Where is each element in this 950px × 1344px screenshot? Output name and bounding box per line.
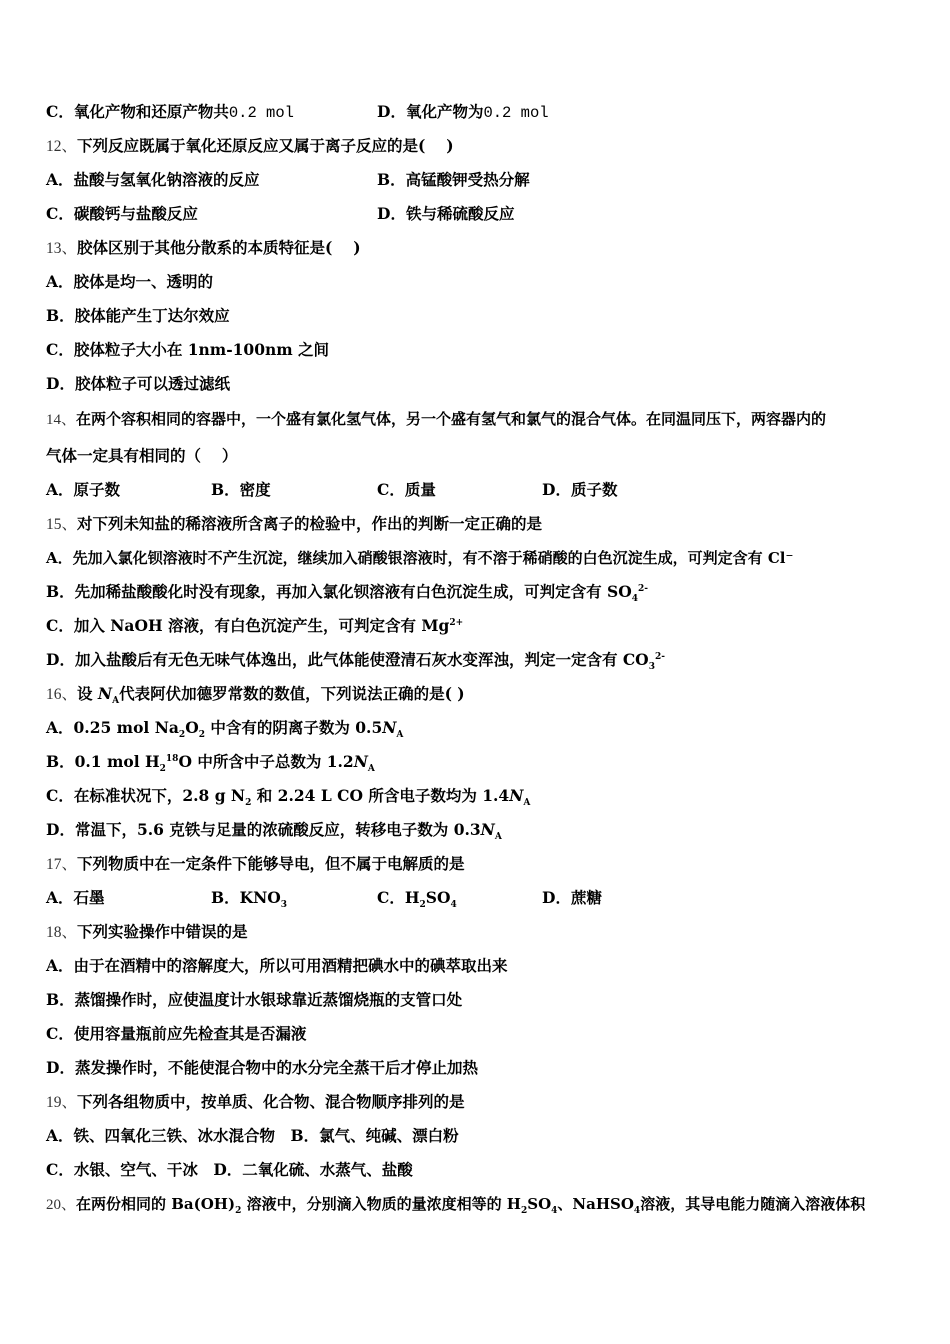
option-text: B．先加稀盐酸酸化时没有现象，再加入氯化钡溶液有白色沉淀生成，可判定含有 SO (46, 582, 632, 601)
option-text: C．在标准状况下，2.8 g N (46, 786, 246, 805)
question-number: 18、 (46, 924, 78, 941)
subscript: A (396, 730, 404, 741)
option-text: O 中所含中子总数为 1.2 (178, 752, 354, 771)
option-text: D．氧化产物为 (377, 102, 484, 121)
subscript: 2 (235, 1206, 242, 1216)
subscript: 4 (551, 1206, 558, 1216)
question-text: 、NaHSO (557, 1195, 634, 1213)
question-number: 12、 (46, 138, 78, 155)
q16-option-d (46, 820, 502, 843)
subscript: 2 (419, 900, 426, 911)
superscript: 18 (165, 753, 179, 764)
q17-option-c (377, 888, 457, 911)
subscript: 4 (450, 900, 457, 911)
avogadro-symbol: N (480, 820, 495, 839)
q15-option-a: A．先加入氯化钡溶液时不产生沉淀，继续加入硝酸银溶液时，有不溶于稀硝酸的白色沉淀生成，可判定含有 Cl⁻ (46, 549, 794, 567)
q11-option-d (377, 102, 549, 123)
q13-stem (46, 238, 361, 259)
avogadro-symbol: N (353, 752, 368, 771)
q14-stem-continued: 气体一定具有相同的（ ） (46, 446, 238, 465)
option-text: C．H (377, 888, 420, 907)
avogadro-symbol: N (382, 718, 397, 737)
q13-option-d: D．胶体粒子可以透过滤纸 (46, 374, 230, 393)
question-number: 13、 (46, 240, 78, 257)
question-text: 下列各组物质中，按单质、化合物、混合物顺序排列的是 (77, 1092, 465, 1111)
subscript: 2 (245, 798, 252, 809)
question-text: SO (527, 1195, 552, 1213)
q12-option-a: A．盐酸与氢氧化钠溶液的反应 (46, 170, 260, 189)
q14-stem (46, 409, 826, 430)
subscript: A (494, 832, 502, 843)
subscript: A (367, 764, 375, 775)
option-text: C．氧化产物和还原产物共 (46, 102, 229, 121)
option-text: 中含有的阴离子数为 0.5 (204, 718, 383, 737)
question-text: 溶液，其导电能力随滴入溶液体积 (640, 1195, 866, 1213)
superscript: 2- (637, 583, 648, 594)
q12-option-b: B．高锰酸钾受热分解 (377, 170, 530, 189)
q16-option-c (46, 786, 531, 809)
question-text: 代表阿伏加德罗常数的数值，下列说法正确的是( ) (119, 684, 465, 703)
superscript: 2+ (449, 617, 464, 628)
q15-option-b (46, 582, 648, 605)
option-text: A．0.25 mol Na (46, 718, 179, 737)
q18-option-a: A．由于在酒精中的溶解度大，所以可用酒精把碘水中的碘萃取出来 (46, 956, 508, 975)
subscript: 3 (280, 900, 288, 911)
option-text: B．KNO (211, 888, 281, 907)
question-number: 14、 (46, 412, 77, 428)
subscript: 3 (648, 662, 655, 673)
subscript: 4 (631, 594, 638, 605)
option-text: 和 2.24 L CO 所含电子数均为 1.4 (251, 786, 510, 805)
avogadro-symbol: N (509, 786, 524, 805)
q13-option-c: C．胶体粒子大小在 1nm-100nm 之间 (46, 340, 330, 359)
question-number: 15、 (46, 516, 78, 533)
question-text: 对下列未知盐的稀溶液所含离子的检验中，作出的判断一定正确的是 (77, 514, 543, 533)
question-text: 溶液中，分别滴入物质的量浓度相等的 H (241, 1195, 521, 1213)
subscript: A (112, 696, 120, 707)
option-value: 0.2 mol (483, 104, 549, 122)
q17-option-d: D．蔗糖 (542, 888, 602, 907)
option-text: D．加入盐酸后有无色无味气体逸出，此气体能使澄清石灰水变浑浊，判定一定含有 CO (46, 650, 649, 669)
q17-option-a: A．石墨 (46, 888, 105, 907)
q15-option-d (46, 650, 665, 673)
question-number: 19、 (46, 1094, 78, 1111)
q18-option-c: C．使用容量瓶前应先检查其是否漏液 (46, 1024, 307, 1043)
q14-option-c: C．质量 (377, 480, 436, 499)
q19-options-ab: A．铁、四氧化三铁、冰水混合物 B．氯气、纯碱、漂白粉 (46, 1126, 459, 1145)
q20-stem (46, 1194, 865, 1215)
question-text: 下列物质中在一定条件下能够导电，但不属于电解质的是 (77, 854, 465, 873)
q16-option-a (46, 718, 404, 741)
q12-stem (46, 136, 454, 157)
q13-option-b: B．胶体能产生丁达尔效应 (46, 306, 230, 325)
q18-option-b: B．蒸馏操作时，应使温度计水银球靠近蒸馏烧瓶的支管口处 (46, 990, 463, 1009)
q17-stem (46, 854, 465, 875)
q18-stem (46, 922, 248, 943)
subscript: 2 (520, 1206, 528, 1216)
q12-option-d: D．铁与稀硫酸反应 (377, 204, 515, 223)
option-text: O (185, 718, 199, 737)
q14-option-b: B．密度 (211, 480, 271, 499)
q16-option-b (46, 752, 375, 775)
q12-option-c: C．碳酸钙与盐酸反应 (46, 204, 198, 223)
q15-option-c (46, 616, 463, 636)
option-text: C．加入 NaOH 溶液，有白色沉淀产生，可判定含有 Mg (46, 616, 450, 635)
superscript: 2- (654, 651, 665, 662)
q14-option-d: D．质子数 (542, 480, 618, 499)
q18-option-d: D．蒸发操作时，不能使混合物中的水分完全蒸干后才停止加热 (46, 1058, 478, 1077)
subscript: 4 (633, 1206, 641, 1216)
q13-option-a: A．胶体是均一、透明的 (46, 272, 214, 291)
question-number: 17、 (46, 856, 78, 873)
q19-options-cd: C．水银、空气、干冰 D．二氧化硫、水蒸气、盐酸 (46, 1160, 413, 1179)
subscript: 2 (159, 764, 166, 775)
subscript: 2 (198, 730, 205, 741)
question-number: 20、 (46, 1197, 77, 1213)
question-text: 胶体区别于其他分散系的本质特征是( ) (77, 238, 361, 257)
q17-option-b (211, 888, 288, 911)
question-text: 设 (77, 684, 98, 703)
subscript: A (523, 798, 531, 809)
q19-stem (46, 1092, 465, 1113)
q11-option-c (46, 102, 294, 123)
subscript: 2 (178, 730, 186, 741)
avogadro-symbol: N (97, 684, 113, 703)
option-text: SO (425, 888, 451, 907)
question-text: 下列实验操作中错误的是 (77, 922, 248, 941)
q14-option-a: A．原子数 (46, 480, 121, 499)
option-text: B．0.1 mol H (46, 752, 160, 771)
question-text: 在两个容积相同的容器中，一个盛有氯化氢气体，另一个盛有氢气和氯气的混合气体。在同温同压下，两容器内的 (76, 410, 827, 428)
q16-stem (46, 684, 465, 705)
option-value: 0.2 mol (228, 104, 294, 122)
question-text: 在两份相同的 Ba(OH) (76, 1195, 236, 1213)
question-number: 16、 (46, 686, 78, 703)
question-text: 下列反应既属于氧化还原反应又属于离子反应的是( ) (77, 136, 454, 155)
q15-stem (46, 514, 542, 535)
option-text: D．常温下，5.6 克铁与足量的浓硫酸反应，转移电子数为 0.3 (46, 820, 481, 839)
